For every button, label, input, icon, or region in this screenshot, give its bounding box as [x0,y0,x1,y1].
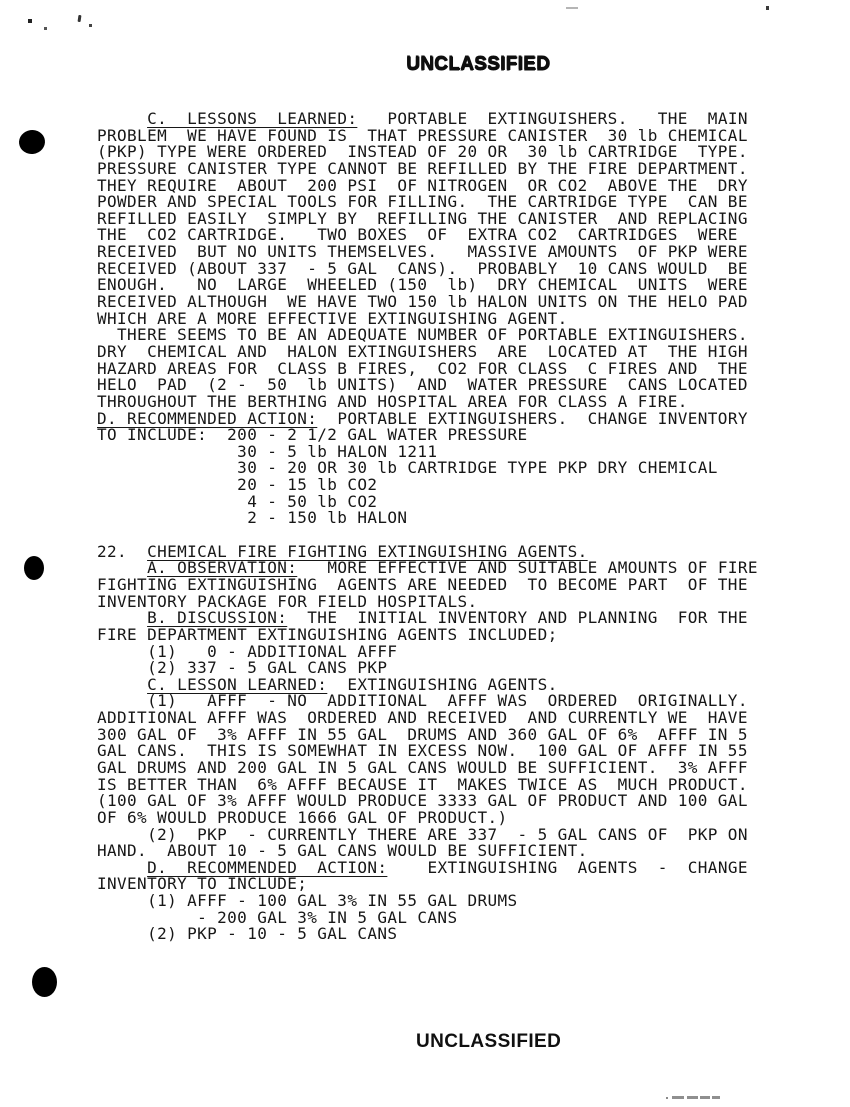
text-line: A. OBSERVATION: MORE EFFECTIVE AND SUITABLE AMOUNTS OF FIRE [147,558,758,578]
text-line: HELO PAD (2 - 50 lb UNITS) AND WATER PRESSURE CANS LOCATED [97,375,748,395]
text-line: THERE SEEMS TO BE AN ADEQUATE NUMBER OF PORTABLE EXTINGUISHERS. [97,325,748,345]
text-line: (1) 0 - ADDITIONAL AFFF [97,641,398,661]
text-line: (2) PKP - CURRENTLY THERE ARE 337 - 5 GAL CANS OF PKP ON [97,824,748,844]
text-line: (PKP) TYPE WERE ORDERED INSTEAD OF 20 OR 30 lb CARTRIDGE TYPE. [97,142,748,162]
text-line: C. LESSONS LEARNED: PORTABLE EXTINGUISHERS. THE MAIN [147,109,748,128]
scan-speck-icon [89,24,92,27]
text-line: 4 - 50 lb CO2 [97,491,378,511]
text-line: RECEIVED (ABOUT 337 - 5 GAL CANS). PROBABLY 10 CANS WOULD BE [97,258,748,278]
text-line: D. RECOMMENDED ACTION: EXTINGUISHING AGENTS - CHANGE [147,857,748,877]
text-line: THEY REQUIRE ABOUT 200 PSI OF NITROGEN OR CO2 ABOVE THE DRY [97,175,748,195]
text-line: (1) AFFF - NO ADDITIONAL AFFF WAS ORDERED ORIGINALLY. [97,691,748,711]
text-line: THROUGHOUT THE BERTHING AND HOSPITAL AREA FOR CLASS A FIRE. [97,391,688,411]
hole-punch-top-icon [17,128,46,155]
text-line: PRESSURE CANISTER TYPE CANNOT BE REFILLED BY THE FIRE DEPARTMENT. [97,158,748,178]
text-line: RECEIVED BUT NO UNITS THEMSELVES. MASSIVE AMOUNTS OF PKP WERE [97,242,748,262]
text-line: WHICH ARE A MORE EFFECTIVE EXTINGUISHING AGENT. [97,308,568,328]
text-line: THE CO2 CARTRIDGE. TWO BOXES OF EXTRA CO2 CARTRIDGES WERE [97,225,738,245]
text-line: INVENTORY PACKAGE FOR FIELD HOSPITALS. [97,591,478,611]
scan-dashes-icon [666,1094,726,1100]
text-line: DRY CHEMICAL AND HALON EXTINGUISHERS ARE LOCATED AT THE HIGH [97,341,748,361]
scan-speck-icon [766,6,769,10]
text-line: 300 GAL OF 3% AFFF IN 55 GAL DRUMS AND 360 GAL OF 6% AFFF IN 5 [97,724,748,744]
text-line: 22. CHEMICAL FIRE FIGHTING EXTINGUISHING AGENTS. [97,541,588,561]
text-line: IS BETTER THAN 6% AFFF BECAUSE IT MAKES TWICE AS MUCH PRODUCT. [97,774,748,794]
text-line: REFILLED EASILY SIMPLY BY REFILLING THE CANISTER AND REPLACING [97,208,748,228]
text-line: 30 - 20 OR 30 lb CARTRIDGE TYPE PKP DRY CHEMICAL [97,458,718,478]
scan-speck-icon [44,27,47,30]
text-line: GAL DRUMS AND 200 GAL IN 5 GAL CANS WOULD BE SUFFICIENT. 3% AFFF [97,757,748,777]
text-line: D. RECOMMENDED ACTION: PORTABLE EXTINGUISHERS. CHANGE INVENTORY [97,408,748,428]
text-line: (2) 337 - 5 GAL CANS PKP [97,658,388,678]
text-line: (2) PKP - 10 - 5 GAL CANS [97,924,398,944]
text-line: - 200 GAL 3% IN 5 GAL CANS [97,907,458,927]
text-line: FIRE DEPARTMENT EXTINGUISHING AGENTS INCLUDED; [97,624,558,644]
text-line: GAL CANS. THIS IS SOMEWHAT IN EXCESS NOW. 100 GAL OF AFFF IN 55 [97,741,748,761]
scan-speck-icon [28,19,32,23]
text-line: (100 GAL OF 3% AFFF WOULD PRODUCE 3333 GAL OF PRODUCT AND 100 GAL [97,791,748,811]
text-line: 20 - 15 lb CO2 [97,475,378,495]
text-line: 30 - 5 lb HALON 1211 [97,441,438,461]
text-line: INVENTORY TO INCLUDE; [97,874,308,894]
text-line: RECEIVED ALTHOUGH WE HAVE TWO 150 lb HALON UNITS ON THE HELO PAD [97,292,748,312]
text-line: (1) AFFF - 100 GAL 3% IN 55 GAL DRUMS [97,891,518,911]
text-line: FIGHTING EXTINGUISHING AGENTS ARE NEEDED TO BECOME PART OF THE [97,574,748,594]
text-line: B. DISCUSSION: THE INITIAL INVENTORY AND PLANNING FOR THE [147,608,748,628]
text-line: C. LESSON LEARNED: EXTINGUISHING AGENTS. [147,674,558,694]
hole-punch-bottom-icon [32,967,57,997]
text-line: PROBLEM WE HAVE FOUND IS THAT PRESSURE CANISTER 30 lb CHEMICAL [97,125,748,145]
header-classification-banner: UNCLASSIFIED [406,53,550,74]
footer-classification-banner: UNCLASSIFIED [416,1031,562,1052]
text-line: POWDER AND SPECIAL TOOLS FOR FILLING. THE CARTRIDGE TYPE CAN BE [97,192,748,212]
document-body [97,111,758,943]
text-line: 2 - 150 lb HALON [97,508,408,528]
text-line: TO INCLUDE: 200 - 2 1/2 GAL WATER PRESSURE [97,425,528,445]
scan-tick-icon [78,15,82,22]
text-line: ADDITIONAL AFFF WAS ORDERED AND RECEIVED AND CURRENTLY WE HAVE [97,708,748,728]
text-line: OF 6% WOULD PRODUCE 1666 GAL OF PRODUCT.) [97,807,508,827]
hole-punch-middle-icon [24,556,44,580]
text-line: ENOUGH. NO LARGE WHEELED (150 lb) DRY CHEMICAL UNITS WERE [97,275,748,295]
scan-dash-icon [566,7,578,9]
text-line: HAND. ABOUT 10 - 5 GAL CANS WOULD BE SUFFICIENT. [97,841,588,861]
text-line: HAZARD AREAS FOR CLASS B FIRES, CO2 FOR CLASS C FIRES AND THE [97,358,748,378]
